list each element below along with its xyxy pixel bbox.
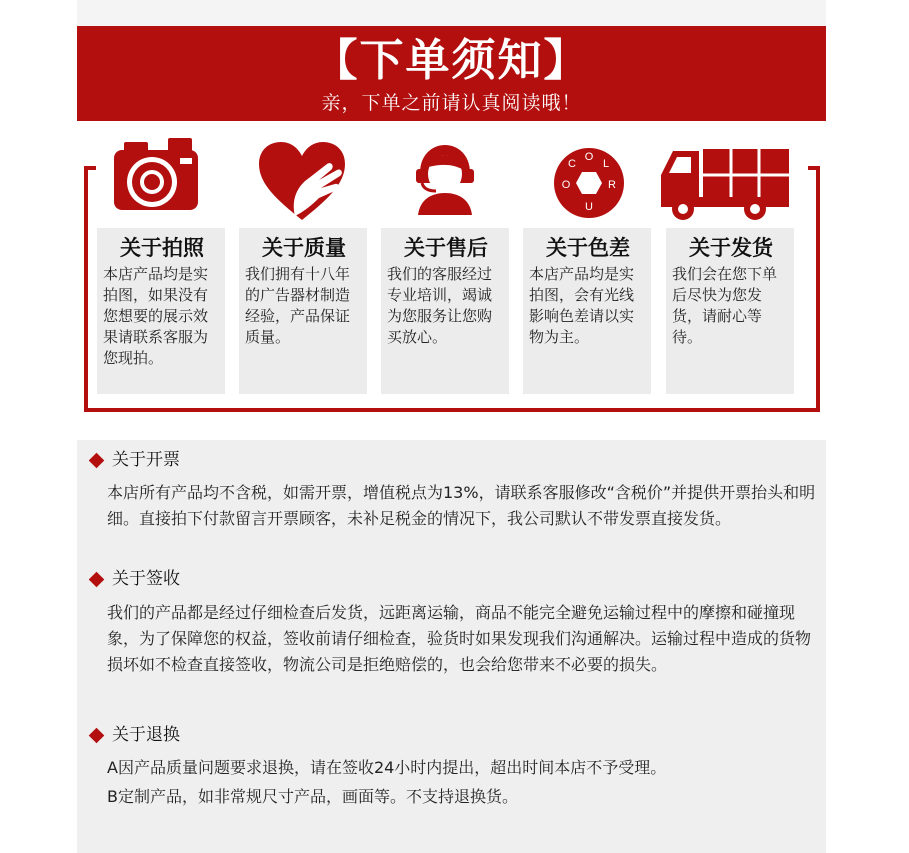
card-title-service: 关于售后 <box>404 236 488 260</box>
note-return-title: 关于退换 <box>112 725 180 745</box>
frame-cap-right <box>808 166 820 170</box>
card-title-quality: 关于质量 <box>262 236 346 260</box>
card-body-color: 本店产品均是实拍图，会有光线影响色差请以实物为主。 <box>529 265 635 346</box>
heart-hand-icon <box>257 140 347 224</box>
card-body-shipping: 我们会在您下单后尽快为您发货，请耐心等待。 <box>672 265 778 346</box>
headset-agent-icon <box>414 143 476 217</box>
delivery-truck-icon <box>659 145 791 223</box>
header-title: 【下单须知】 <box>313 35 590 86</box>
notice-header <box>77 26 826 121</box>
card-quality <box>239 228 367 394</box>
note-receipt-title: 关于签收 <box>112 569 180 589</box>
diamond-bullet-icon <box>89 727 105 743</box>
note-invoice-title: 关于开票 <box>112 450 180 470</box>
colour-letter-r: R <box>608 179 616 191</box>
colour-donut-icon <box>552 146 626 220</box>
note-return-line-a: A因产品质量问题要求退换，请在签收24小时内提出，超出时间本店不予受理。 <box>107 758 667 777</box>
card-body-photo: 本店产品均是实拍图，如果没有您想要的展示效果请联系客服为您现拍。 <box>103 265 209 367</box>
note-invoice-body: 本店所有产品均不含税，如需开票，增值税点为13%，请联系客服修改“含税价”并提供开票抬头和明细。直接拍下付款留言开票顾客，未补足税金的情况下，我公司默认不带发票直接发货。 <box>107 483 816 528</box>
colour-letter-o2: O <box>561 179 571 191</box>
note-invoice-heading <box>87 448 180 472</box>
header-subtitle: 亲，下单之前请认真阅读哦！ <box>321 92 582 114</box>
card-color <box>523 228 651 394</box>
note-receipt-body: 我们的产品都是经过仔细检查后发货，远距离运输，商品不能完全避免运输过程中的摩擦和碰撞现象，为了保障您的权益，签收前请仔细检查，验货时如果发现我们沟通解决。运输过程中造成的货物损坏如不检查直接签收，物流公司是拒绝赔偿的，也会给您带来不必要的损失。 <box>107 603 812 674</box>
frame-cap-left <box>84 166 96 170</box>
notes-section <box>77 440 826 853</box>
camera-icon <box>110 136 202 216</box>
card-title-photo: 关于拍照 <box>120 236 204 260</box>
card-shipping <box>666 228 794 394</box>
note-return-line-b: B定制产品，如非常规尺寸产品，画面等。不支持退换货。 <box>107 787 518 806</box>
card-title-color: 关于色差 <box>546 236 630 260</box>
colour-letter-l: L <box>602 158 610 170</box>
diamond-bullet-icon <box>89 452 105 468</box>
colour-letter-o1: O <box>584 151 594 163</box>
card-photo <box>97 228 225 394</box>
card-body-quality: 我们拥有十八年的广告器材制造经验，产品保证质量。 <box>245 265 351 346</box>
card-service <box>381 228 509 394</box>
colour-letter-c: C <box>568 158 576 170</box>
card-body-service: 我们的客服经过专业培训，竭诚为您服务让您购买放心。 <box>387 265 493 346</box>
note-receipt-heading <box>87 567 180 591</box>
colour-letter-u: U <box>585 201 593 213</box>
diamond-bullet-icon <box>89 571 105 587</box>
note-return-heading <box>87 723 180 747</box>
card-title-shipping: 关于发货 <box>689 236 773 260</box>
top-strip <box>77 0 826 26</box>
